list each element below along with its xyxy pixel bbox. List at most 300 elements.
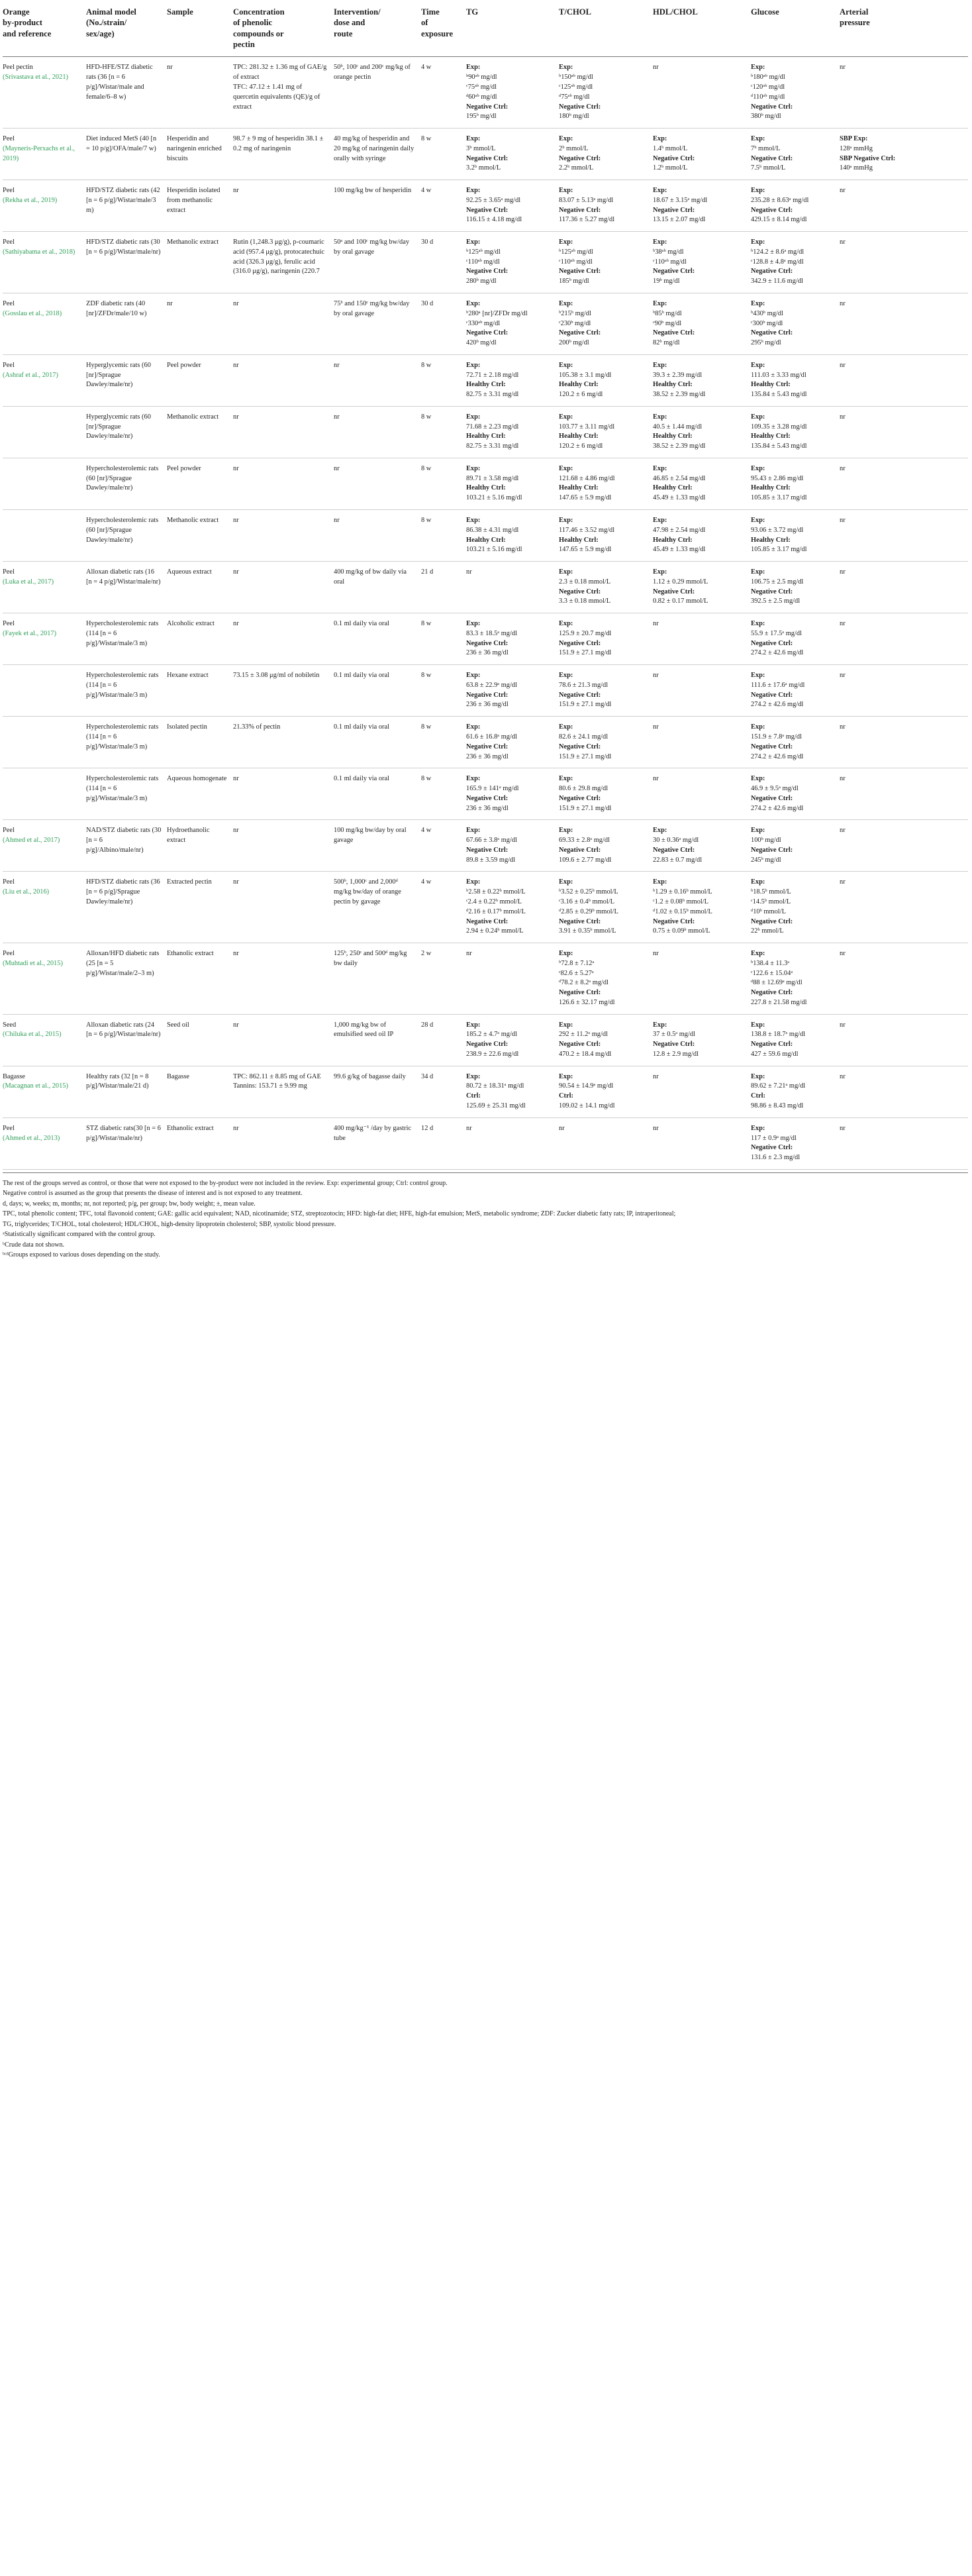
tchol-cell <box>559 562 653 613</box>
hdl-cell <box>653 129 751 180</box>
concentration-cell: 98.7 ± 9 mg of hesperidin 38.1 ± 0.2 mg of naringenin <box>233 129 334 180</box>
group-label: Negative Ctrl: <box>751 206 793 214</box>
group-label: Negative Ctrl: <box>466 917 509 925</box>
measured-value: ᵇ125ᵃᵇ mg/dl ᶜ110ᵃᵇ mg/dl <box>559 248 593 266</box>
group-label: Exp: <box>751 464 765 472</box>
time-cell: 2 w <box>421 943 466 1015</box>
measured-value: 151.9 ± 27.1 mg/dl <box>559 752 612 760</box>
glucose-cell <box>751 354 840 406</box>
tchol-cell <box>559 510 653 562</box>
group-label: Healthy Ctrl: <box>466 381 506 389</box>
group-label: Exp: <box>559 878 573 886</box>
glucose-cell <box>751 768 840 820</box>
measured-value: 95.43 ± 2.86 mg/dl <box>751 474 804 482</box>
tg-cell <box>466 354 559 406</box>
animal-model-cell: NAD/STZ diabetic rats (30 [n = 6 p/g]/Albino/male/nr) <box>86 820 167 872</box>
intervention-cell: 1,000 mg/kg bw of emulsified seed oil IP <box>334 1014 421 1066</box>
table-row <box>3 406 968 458</box>
intervention-cell: 400 mg/kg of bw daily via oral <box>334 562 421 613</box>
measured-value: 18.67 ± 3.15ᵃ mg/dl <box>653 196 708 204</box>
tg-cell <box>466 57 559 129</box>
reference-link[interactable]: (Sathiyabama et al., 2018) <box>3 248 75 256</box>
arterial-pressure-cell <box>840 57 968 129</box>
reference-link[interactable]: (Fayek et al., 2017) <box>3 629 57 637</box>
reference-link[interactable]: (Muhtadi et al., 2015) <box>3 959 63 967</box>
measured-value: 117.46 ± 3.52 mg/dl <box>559 526 615 534</box>
group-label: Negative Ctrl: <box>751 268 793 276</box>
arterial-pressure-cell <box>840 232 968 293</box>
byproduct-label: Peel <box>3 135 15 143</box>
arterial-pressure-cell <box>840 1014 968 1066</box>
measured-value: 89.8 ± 3.59 mg/dl <box>466 856 516 864</box>
results-table <box>3 7 968 1170</box>
time-cell: 34 d <box>421 1066 466 1117</box>
reference-link[interactable]: (Srivastava et al., 2021) <box>3 74 68 81</box>
measured-value: nr <box>840 238 846 246</box>
tg-cell <box>466 943 559 1015</box>
measured-value: 180ᵇ mg/dl <box>559 113 589 121</box>
measured-value: 3.2ᵇ mmol/L <box>466 164 501 172</box>
group-label: Exp: <box>466 827 481 835</box>
group-label: Negative Ctrl: <box>751 154 793 162</box>
measured-value: ᵇ1.29 ± 0.16ᵇ mmol/L ᶜ1.2 ± 0.08ᵇ mmol/L ᵈ1.02 ± 0.15ᵇ mmol/L <box>653 888 712 915</box>
arterial-pressure-cell <box>840 943 968 1015</box>
animal-model-cell: HFD/STZ diabetic rats (42 [n = 6 p/g]/Wistar/male/3 m) <box>86 180 167 232</box>
measured-value: 89.62 ± 7.21ᵃ mg/dl <box>751 1082 806 1090</box>
group-label: Exp: <box>751 672 765 680</box>
measured-value: 47.98 ± 2.54 mg/dl <box>653 526 706 534</box>
hdl-cell <box>653 872 751 943</box>
intervention-cell: 125ᵇ, 250ᶜ and 500ᵈ mg/kg bw daily <box>334 943 421 1015</box>
group-label: Negative Ctrl: <box>751 1041 793 1049</box>
measured-value: 82.6 ± 24.1 mg/dl <box>559 733 608 741</box>
intervention-cell: 0.1 ml daily via oral <box>334 665 421 717</box>
group-label: Ctrl: <box>559 1092 573 1100</box>
byproduct-cell <box>3 613 86 665</box>
group-label: Exp: <box>559 1021 573 1029</box>
concentration-cell: nr <box>233 354 334 406</box>
concentration-cell: nr <box>233 872 334 943</box>
group-label: Exp: <box>559 361 573 369</box>
measured-value: 22.83 ± 0.7 mg/dl <box>653 856 703 864</box>
arterial-pressure-cell <box>840 129 968 180</box>
tg-cell <box>466 1066 559 1117</box>
measured-value: 292 ± 11.2ᵃ mg/dl <box>559 1031 608 1039</box>
measured-value: 140ᵃ mmHg <box>840 164 873 172</box>
group-label: Ctrl: <box>466 1092 481 1100</box>
measured-value: 470.2 ± 18.4 mg/dl <box>559 1050 612 1058</box>
measured-value: 105.85 ± 3.17 mg/dl <box>751 546 807 554</box>
group-label: Exp: <box>751 827 765 835</box>
sample-cell: Hesperidin isolated from methanolic extract <box>167 180 233 232</box>
measured-value: 126.6 ± 32.17 mg/dl <box>559 998 615 1006</box>
hdl-cell <box>653 613 751 665</box>
byproduct-cell <box>3 562 86 613</box>
glucose-cell <box>751 1117 840 1169</box>
table-row <box>3 872 968 943</box>
glucose-cell <box>751 406 840 458</box>
group-label: Exp: <box>751 568 765 576</box>
tg-cell <box>466 820 559 872</box>
glucose-cell <box>751 872 840 943</box>
group-label: Negative Ctrl: <box>559 206 601 214</box>
intervention-cell: 0.1 ml daily via oral <box>334 768 421 820</box>
measured-value: nr <box>653 672 659 680</box>
measured-value: 80.72 ± 18.31ᵃ mg/dl <box>466 1082 524 1090</box>
group-label: Exp: <box>559 464 573 472</box>
arterial-pressure-cell <box>840 613 968 665</box>
measured-value: 106.75 ± 2.5 mg/dl <box>751 578 804 586</box>
measured-value: 45.49 ± 1.33 mg/dl <box>653 494 706 502</box>
measured-value: ᵇ90ᵃᵇ mg/dl ᶜ75ᵃᵇ mg/dl ᵈ60ᵃᵇ mg/dl <box>466 74 497 101</box>
hdl-cell <box>653 1014 751 1066</box>
hdl-cell <box>653 1117 751 1169</box>
group-label: Healthy Ctrl: <box>466 536 506 544</box>
measured-value: 109.35 ± 3.28 mg/dl <box>751 423 807 431</box>
measured-value: 109.02 ± 14.1 mg/dl <box>559 1102 615 1109</box>
time-cell: 8 w <box>421 129 466 180</box>
group-label: Exp: <box>466 775 481 783</box>
header-row <box>3 7 968 57</box>
group-label: Negative Ctrl: <box>559 639 601 647</box>
measured-value: 165.9 ± 141ᵃ mg/dl <box>466 785 519 793</box>
time-cell: 8 w <box>421 768 466 820</box>
animal-model-cell: Hypercholesterolemic rats (114 [n = 6 p/g]/Wistar/male/3 m) <box>86 717 167 768</box>
sample-cell: Seed oil <box>167 1014 233 1066</box>
byproduct-label: Peel pectin <box>3 64 33 72</box>
group-label: Negative Ctrl: <box>559 691 601 699</box>
hdl-cell <box>653 665 751 717</box>
arterial-pressure-cell <box>840 1117 968 1169</box>
hdl-cell <box>653 1066 751 1117</box>
measured-value: 83.3 ± 18.5ᵃ mg/dl <box>466 629 517 637</box>
measured-value: 128ᵃ mmHg <box>840 144 873 152</box>
byproduct-cell <box>3 717 86 768</box>
tchol-cell <box>559 458 653 509</box>
table-row <box>3 665 968 717</box>
tchol-cell <box>559 768 653 820</box>
measured-value: 274.2 ± 42.6 mg/dl <box>751 752 804 760</box>
measured-value: 61.6 ± 16.8ᵃ mg/dl <box>466 733 517 741</box>
measured-value: 151.9 ± 27.1 mg/dl <box>559 804 612 812</box>
time-cell: 8 w <box>421 458 466 509</box>
byproduct-cell <box>3 510 86 562</box>
measured-value: 90.54 ± 14.9ᵃ mg/dl <box>559 1082 614 1090</box>
animal-model-cell: Diet induced MetS (40 [n = 10 p/g]/OFA/male/7 w) <box>86 129 167 180</box>
reference-link[interactable]: (Ahmed et al., 2013) <box>3 1134 60 1142</box>
measured-value: nr <box>840 878 846 886</box>
measured-value: 125.9 ± 20.7 mg/dl <box>559 629 612 637</box>
header-concentration: Concentration of phenolic compounds or pectin <box>233 7 334 57</box>
tchol-cell <box>559 354 653 406</box>
reference-link[interactable]: (Rekha et al., 2019) <box>3 196 58 204</box>
byproduct-cell <box>3 57 86 129</box>
measured-value: nr <box>840 827 846 835</box>
group-label: Exp: <box>751 361 765 369</box>
animal-model-cell: Alloxan diabetic rats (16 [n = 4 p/g]/Wistar/male/nr) <box>86 562 167 613</box>
measured-value: 236 ± 36 mg/dl <box>466 752 509 760</box>
hdl-cell <box>653 562 751 613</box>
sample-cell: nr <box>167 57 233 129</box>
measured-value: 185ᵇ mg/dl <box>559 278 589 285</box>
group-label: Exp: <box>466 517 481 524</box>
group-label: Healthy Ctrl: <box>751 381 791 389</box>
measured-value: 274.2 ± 42.6 mg/dl <box>751 701 804 709</box>
group-label: Exp: <box>466 464 481 472</box>
glucose-cell <box>751 458 840 509</box>
concentration-cell: nr <box>233 613 334 665</box>
group-label: Exp: <box>653 413 667 421</box>
sample-cell: Alcoholic extract <box>167 613 233 665</box>
tg-cell <box>466 1014 559 1066</box>
tg-cell <box>466 293 559 354</box>
group-label: Exp: <box>466 64 481 72</box>
measured-value: ᵇ280ᵃ [nr]/ZFDr mg/dl ᶜ330ᵃᵇ mg/dl <box>466 309 528 327</box>
footnote: ᵇCrude data not shown. <box>3 1241 65 1249</box>
measured-value: 111.6 ± 17.6ᵃ mg/dl <box>751 681 805 689</box>
measured-value: 103.77 ± 3.11 mg/dl <box>559 423 615 431</box>
measured-value: nr <box>653 64 659 72</box>
byproduct-cell <box>3 1014 86 1066</box>
measured-value: 185.2 ± 4.7ᵃ mg/dl <box>466 1031 517 1039</box>
tg-cell <box>466 768 559 820</box>
measured-value: 38.52 ± 2.39 mg/dl <box>653 442 706 450</box>
group-label: Exp: <box>751 187 765 195</box>
measured-value: nr <box>840 517 846 524</box>
measured-value: nr <box>840 672 846 680</box>
glucose-cell <box>751 562 840 613</box>
group-label: Negative Ctrl: <box>559 846 601 854</box>
measured-value: 80.6 ± 29.8 mg/dl <box>559 785 608 793</box>
animal-model-cell: HFD/STZ diabetic rats (30 [n = 6 p/g]/Wistar/male/nr) <box>86 232 167 293</box>
glucose-cell <box>751 510 840 562</box>
arterial-pressure-cell <box>840 510 968 562</box>
measured-value: 151.9 ± 27.1 mg/dl <box>559 649 612 657</box>
concentration-cell: nr <box>233 820 334 872</box>
measured-value: 22ᵇ mmol/L <box>751 927 784 935</box>
group-label: Negative Ctrl: <box>559 989 601 997</box>
group-label: Exp: <box>751 1124 765 1132</box>
footnote: ᵇᶜᵈGroups exposed to various doses depending on the study. <box>3 1251 160 1259</box>
group-label: Healthy Ctrl: <box>466 484 506 492</box>
measured-value: 274.2 ± 42.6 mg/dl <box>751 804 804 812</box>
tg-cell <box>466 406 559 458</box>
animal-model-cell: HFD/STZ diabetic rats (36 [n = 6 p/g]/Sprague Dawley/male/nr) <box>86 872 167 943</box>
tg-cell <box>466 129 559 180</box>
group-label: Healthy Ctrl: <box>559 484 599 492</box>
byproduct-label: Peel <box>3 1124 15 1132</box>
group-label: Exp: <box>653 568 667 576</box>
group-label: Negative Ctrl: <box>751 1144 793 1152</box>
reference-link[interactable]: (Ashraf et al., 2017) <box>3 371 58 379</box>
animal-model-cell: ZDF diabetic rats (40 [nr]/ZFDr/male/10 w) <box>86 293 167 354</box>
group-label: Negative Ctrl: <box>653 268 695 276</box>
time-cell: 8 w <box>421 613 466 665</box>
measured-value: ᵇ2.58 ± 0.22ᵇ mmol/L ᶜ2.4 ± 0.22ᵇ mmol/L ᵈ2.16 ± 0.17ᵇ mmol/L <box>466 888 526 915</box>
measured-value: 55.9 ± 17.5ᵃ mg/dl <box>751 629 802 637</box>
measured-value: nr <box>840 620 846 628</box>
byproduct-cell <box>3 943 86 1015</box>
sample-cell: Aqueous homogenate <box>167 768 233 820</box>
table-row <box>3 717 968 768</box>
measured-value: 111.03 ± 3.33 mg/dl <box>751 371 806 379</box>
glucose-cell <box>751 820 840 872</box>
group-label: SBP Negative Ctrl: <box>840 154 896 162</box>
measured-value: nr <box>466 950 472 958</box>
group-label: Negative Ctrl: <box>466 1041 509 1049</box>
reference-link[interactable]: (Ahmed et al., 2017) <box>3 837 60 845</box>
group-label: Exp: <box>751 723 765 731</box>
tchol-cell <box>559 57 653 129</box>
concentration-cell: TPC: 281.32 ± 1.36 mg of GAE/g of extract TFC: 47.12 ± 1.41 mg of quercetin equivalents (QE)/g of extract <box>233 57 334 129</box>
animal-model-cell: Hyperglycemic rats (60 [nr]/Sprague Dawley/male/nr) <box>86 354 167 406</box>
group-label: Exp: <box>559 827 573 835</box>
group-label: Exp: <box>653 1021 667 1029</box>
table-row <box>3 562 968 613</box>
sample-cell: Methanolic extract <box>167 510 233 562</box>
sample-cell: Methanolic extract <box>167 406 233 458</box>
reference-link[interactable]: (Liu et al., 2016) <box>3 888 50 896</box>
measured-value: 0.75 ± 0.09ᵇ mmol/L <box>653 927 710 935</box>
group-label: Negative Ctrl: <box>559 1041 601 1049</box>
sample-cell: Hydroethanolic extract <box>167 820 233 872</box>
byproduct-label: Bagasse <box>3 1072 26 1080</box>
time-cell: 28 d <box>421 1014 466 1066</box>
footnote: TPC, total phenolic content; TFC, total flavonoid content; GAE: gallic acid equivalent; NAD, nicotinamide; STZ, streptozotocin; HFD: high-fat diet; HFE, high-fat emulsion; MetS, metabolic syndrome; ZDF: Zucker diabetic fatty rats; IP, intraperitoneal; <box>3 1210 676 1218</box>
group-label: Negative Ctrl: <box>751 103 793 111</box>
group-label: Exp: <box>559 238 573 246</box>
header-animal-model: Animal model (No./strain/ sex/age) <box>86 7 167 57</box>
arterial-pressure-cell <box>840 562 968 613</box>
group-label: Exp: <box>466 299 481 307</box>
hdl-cell <box>653 458 751 509</box>
measured-value: nr <box>840 299 846 307</box>
measured-value: 147.65 ± 5.9 mg/dl <box>559 494 612 502</box>
group-label: Negative Ctrl: <box>559 588 601 595</box>
measured-value: nr <box>653 1072 659 1080</box>
measured-value: 121.68 ± 4.86 mg/dl <box>559 474 615 482</box>
group-label: Negative Ctrl: <box>653 588 695 595</box>
group-label: Exp: <box>653 361 667 369</box>
tchol-cell <box>559 943 653 1015</box>
group-label: Ctrl: <box>751 1092 765 1100</box>
tchol-cell <box>559 180 653 232</box>
byproduct-cell <box>3 1117 86 1169</box>
group-label: Healthy Ctrl: <box>653 536 693 544</box>
measured-value: 138.8 ± 18.7ᵃ mg/dl <box>751 1031 806 1039</box>
measured-value: 235.28 ± 8.63ᵃ mg/dl <box>751 196 809 204</box>
table-row <box>3 354 968 406</box>
byproduct-cell <box>3 354 86 406</box>
hdl-cell <box>653 717 751 768</box>
measured-value: 295ᵇ mg/dl <box>751 339 781 347</box>
glucose-cell <box>751 232 840 293</box>
measured-value: nr <box>840 723 846 731</box>
group-label: Exp: <box>751 413 765 421</box>
group-label: Negative Ctrl: <box>559 329 601 337</box>
group-label: Exp: <box>751 775 765 783</box>
measured-value: 236 ± 36 mg/dl <box>466 649 509 657</box>
measured-value: nr <box>466 568 472 576</box>
measured-value: ᵇ85ᵇ mg/dl ᶜ90ᵇ mg/dl <box>653 309 682 327</box>
group-label: Negative Ctrl: <box>653 154 695 162</box>
time-cell: 8 w <box>421 510 466 562</box>
reference-link[interactable]: (Gosslau et al., 2018) <box>3 309 62 317</box>
measured-value: 392.5 ± 2.5 mg/dl <box>751 597 801 605</box>
reference-link[interactable]: (Macagnan et al., 2015) <box>3 1082 68 1090</box>
group-label: Negative Ctrl: <box>559 103 601 111</box>
measured-value: nr <box>840 361 846 369</box>
group-label: Exp: <box>751 620 765 628</box>
measured-value: 380ᵇ mg/dl <box>751 113 781 121</box>
measured-value: nr <box>653 1124 659 1132</box>
tchol-cell <box>559 1014 653 1066</box>
group-label: Negative Ctrl: <box>751 917 793 925</box>
measured-value: 427 ± 59.6 mg/dl <box>751 1050 799 1058</box>
arterial-pressure-cell <box>840 820 968 872</box>
table-body <box>3 57 968 1169</box>
tchol-cell <box>559 665 653 717</box>
table-row <box>3 1117 968 1169</box>
group-label: Healthy Ctrl: <box>466 433 506 440</box>
group-label: Exp: <box>466 1021 481 1029</box>
animal-model-cell: Hyperglycemic rats (60 [nr]/Sprague Dawley/male/nr) <box>86 406 167 458</box>
measured-value: nr <box>840 1021 846 1029</box>
time-cell: 4 w <box>421 57 466 129</box>
measured-value: 82ᵇ mg/dl <box>653 339 680 347</box>
measured-value: 103.21 ± 5.16 mg/dl <box>466 494 522 502</box>
measured-value: 98.86 ± 8.43 mg/dl <box>751 1102 804 1109</box>
measured-value: 3.3 ± 0.18 mmol/L <box>559 597 611 605</box>
measured-value: 429.15 ± 8.14 mg/dl <box>751 216 807 224</box>
measured-value: ᵇ124.2 ± 8.6ᵃ mg/dl ᶜ128.8 ± 4.8ᵃ mg/dl <box>751 248 804 266</box>
group-label: Exp: <box>559 620 573 628</box>
measured-value: 105.38 ± 3.1 mg/dl <box>559 371 612 379</box>
measured-value: 69.33 ± 2.8ᵃ mg/dl <box>559 837 610 845</box>
group-label: Negative Ctrl: <box>653 329 695 337</box>
concentration-cell: nr <box>233 562 334 613</box>
group-label: Exp: <box>653 135 667 143</box>
measured-value: 236 ± 36 mg/dl <box>466 701 509 709</box>
reference-link[interactable]: (Luka et al., 2017) <box>3 578 54 586</box>
time-cell: 8 w <box>421 665 466 717</box>
reference-link[interactable]: (Mayneris-Perxachs et al., 2019) <box>3 144 75 162</box>
group-label: Exp: <box>751 1072 765 1080</box>
group-label: Exp: <box>559 187 573 195</box>
measured-value: 0.82 ± 0.17 mmol/L <box>653 597 708 605</box>
measured-value: 195ᵇ mg/dl <box>466 113 497 121</box>
group-label: Healthy Ctrl: <box>751 536 791 544</box>
glucose-cell <box>751 180 840 232</box>
group-label: SBP Exp: <box>840 135 868 143</box>
hdl-cell <box>653 232 751 293</box>
time-cell: 8 w <box>421 717 466 768</box>
reference-link[interactable]: (Chiluka et al., 2015) <box>3 1031 62 1039</box>
measured-value: nr <box>559 1124 565 1132</box>
group-label: Exp: <box>466 361 481 369</box>
measured-value: 19ᵇ mg/dl <box>653 278 680 285</box>
byproduct-cell <box>3 180 86 232</box>
measured-value: 2.94 ± 0.24ᵇ mmol/L <box>466 927 524 935</box>
tg-cell <box>466 232 559 293</box>
group-label: Exp: <box>653 238 667 246</box>
glucose-cell <box>751 1014 840 1066</box>
concentration-cell: nr <box>233 180 334 232</box>
measured-value: 3.91 ± 0.35ᵇ mmol/L <box>559 927 616 935</box>
hdl-cell <box>653 406 751 458</box>
tg-cell <box>466 458 559 509</box>
header-hdl: HDL/CHOL <box>653 7 751 57</box>
